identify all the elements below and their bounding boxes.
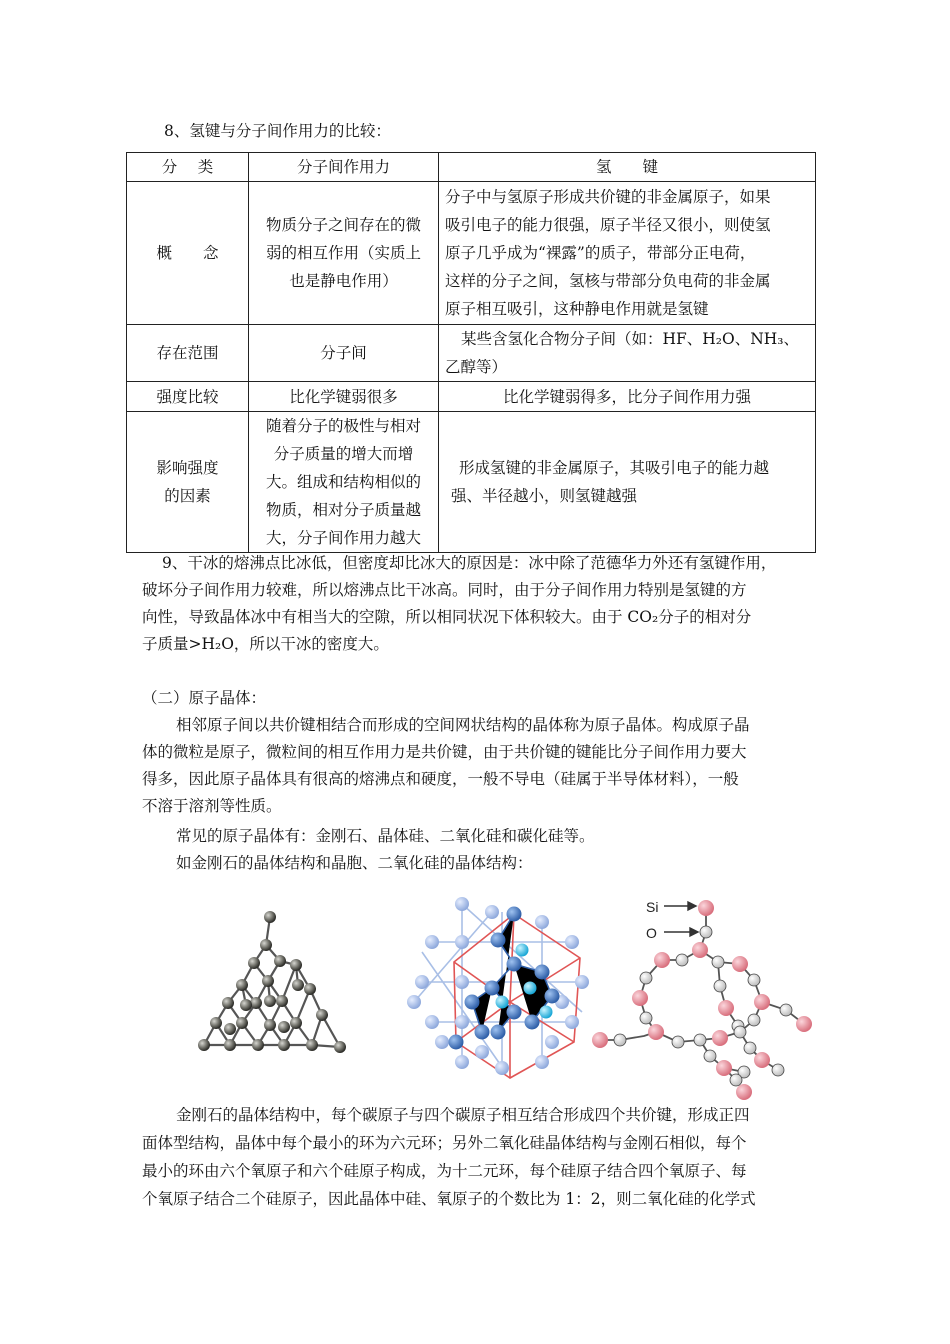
para-line: 最小的环由六个氧原子和六个硅原子构成，为十二元环，每个硅原子结合四个氧原子、每 [142, 1162, 747, 1180]
table-row-scope [127, 325, 816, 382]
cell-line: 原子相互吸引，这种静电作用就是氢键 [445, 300, 709, 318]
section-atomic-title: （二）原子晶体： [142, 689, 267, 707]
cell-intermolecular: 比化学键弱很多 [249, 382, 439, 412]
row-label: 概 念 [127, 182, 249, 325]
row-label [127, 412, 249, 553]
cell-line: 大。组成和结构相似的 [265, 473, 421, 491]
para-line: 体的微粒是原子，微粒间的相互作用力是共价键，由于共价键的键能比分子间作用力要大 [142, 743, 747, 761]
para-line: 9、干冰的熔沸点比冰低，但密度却比冰大的原因是：冰中除了范德华力外还有氢键作用， [162, 554, 777, 572]
cell-line: 分子质量的增大而增 [273, 445, 414, 463]
cell-line: 也是静电作用） [289, 272, 398, 290]
para-line: 向性，导致晶体冰中有相当大的空隙，所以相同状况下体积较大。由于 CO₂分子的相对分 [142, 608, 752, 626]
label-line: 的因素 [164, 487, 211, 505]
cell-intermolecular: 分子间 [249, 325, 439, 382]
row-label: 存在范围 [127, 325, 249, 382]
cell-hydrogen-bond [439, 325, 816, 382]
cell-hydrogen-bond [439, 412, 816, 553]
para-line: 不溶于溶剂等性质。 [142, 797, 282, 815]
si-label: Si [646, 899, 659, 915]
header-category: 分 类 [127, 153, 249, 182]
cell-hydrogen-bond: 比化学键弱得多，比分子间作用力强 [439, 382, 816, 412]
sio2-structure-figure [590, 892, 820, 1102]
para-line: 子质量>H₂O，所以干冰的密度大。 [142, 635, 389, 653]
diamond-unit-cell-figure [402, 892, 602, 1082]
cell-line: 物质，相对分子质量越 [265, 501, 421, 519]
cell-line: 原子几乎成为“裸露”的质子，带部分正电荷， [445, 244, 756, 262]
cell-line: 物质分子之间存在的微 [265, 216, 421, 234]
cell-line: 这样的分子之间，氢核与带部分负电荷的非金属 [445, 272, 771, 290]
cell-line: 某些含氢化合物分子间（如：HF、H₂O、NH₃、 [461, 330, 800, 348]
table-header-row [127, 153, 816, 182]
section-8-title: 8、氢键与分子间作用力的比较： [164, 122, 391, 140]
cell-line: 强、半径越小，则氢键越强 [451, 487, 638, 505]
cell-line: 分子中与氢原子形成共价键的非金属原子，如果 [445, 188, 771, 206]
para-line: 相邻原子间以共价键相结合而形成的空间网状结构的晶体称为原子晶体。构成原子晶 [176, 716, 750, 734]
header-hydrogen-bond: 氢 键 [439, 153, 816, 182]
cell-intermolecular [249, 182, 439, 325]
o-label: O [646, 925, 657, 941]
diamond-structure-figure [180, 905, 360, 1065]
structures-intro-line: 如金刚石的晶体结构和晶胞、二氧化硅的晶体结构： [176, 854, 533, 872]
para-line: 金刚石的晶体结构中，每个碳原子与四个碳原子相互结合形成四个共价键，形成正四 [176, 1106, 750, 1124]
label-line: 影响强度 [156, 459, 219, 477]
para-line: 个氧原子结合二个硅原子，因此晶体中硅、氧原子的个数比为 1：2，则二氧化硅的化学式 [142, 1190, 756, 1208]
cell-line: 乙醇等） [445, 358, 508, 376]
cell-line: 形成氢键的非金属原子，其吸引电子的能力越 [459, 459, 770, 477]
row-label: 强度比较 [127, 382, 249, 412]
table-row-factors [127, 412, 816, 553]
cell-intermolecular [249, 412, 439, 553]
header-intermolecular: 分子间作用力 [249, 153, 439, 182]
cell-line: 吸引电子的能力很强，原子半径又很小，则使氢 [445, 216, 771, 234]
comparison-table [126, 152, 816, 553]
cell-line: 随着分子的极性与相对 [265, 417, 421, 435]
para-line: 得多，因此原子晶体具有很高的熔沸点和硬度，一般不导电（硅属于半导体材料），一般 [142, 770, 739, 788]
cell-line: 大，分子间作用力越大 [265, 529, 421, 547]
table-row-strength [127, 382, 816, 412]
cell-line: 弱的相互作用（实质上 [265, 244, 421, 262]
para-line: 面体型结构，晶体中每个最小的环为六元环；另外二氧化硅晶体结构与金刚石相似，每个 [142, 1134, 747, 1152]
common-crystals-line: 常见的原子晶体有：金刚石、晶体硅、二氧化硅和碳化硅等。 [176, 827, 595, 845]
table-row-concept [127, 182, 816, 325]
para-line: 破坏分子间作用力较难，所以熔沸点比干冰高。同时，由于分子间作用力特别是氢键的方 [142, 581, 747, 599]
cell-hydrogen-bond [439, 182, 816, 325]
